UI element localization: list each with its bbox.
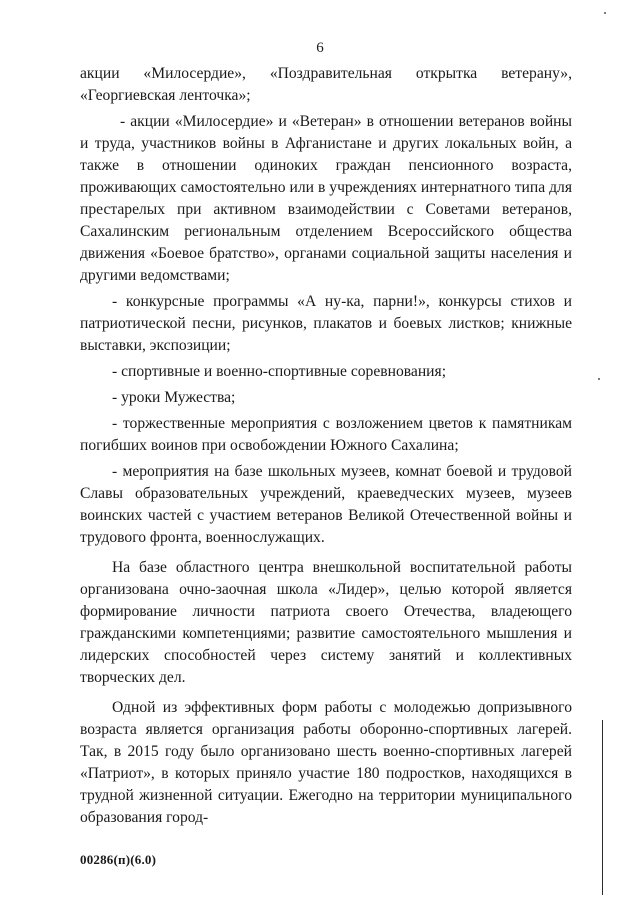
document-code: 00286(п)(6.0)	[80, 852, 157, 867]
paragraph-contest-programs: - конкурсные программы «А ну-ка, парни!», конкурсы стихов и патриотической песни, рисунков, плакатов и боевых листков; книжные выставки, экспозиции;	[80, 293, 572, 354]
paragraph-defense-camps: Одной из эффективных форм работы с молодежью допризывного возраста является организация работы оборонно-спортивных лагерей. Так, в 2015 году было организовано шесть военно-спортивных лагерей «Патриот», в которых приняло участие 180 подростков, находящихся в трудной жизненной ситуации. Ежегодно на территории муниципального образования город-	[80, 699, 572, 826]
scan-speck	[598, 378, 600, 380]
paragraph-leader-school: На базе областного центра внешкольной воспитательной работы организована очно-заочная школа «Лидер», целью которой является формирование личности патриота своего Отечества, владеющего гражданскими компетенциями; развитие самостоятельного мышления и лидерских способностей через систему занятий и коллективных творческих дел.	[80, 559, 572, 686]
page-number: 6	[316, 40, 324, 56]
paragraph-museum-events: - мероприятия на базе школьных музеев, комнат боевой и трудовой Славы образовательных учреждений, краеведческих музеев, музеев воинских частей с участием ветеранов Великой Отечественной войны и трудового фронта, военнослужащих.	[80, 463, 572, 546]
paragraph-courage-lessons: - уроки Мужества;	[112, 389, 236, 406]
paragraph-ceremonial-events: - торжественные мероприятия с возложением цветов к памятникам погибших воинов при освобождении Южного Сахалина;	[80, 415, 572, 454]
paragraph-charity-actions: - акции «Милосердие» и «Ветеран» в отношении ветеранов войны и труда, участников войны в Афганистане и других локальных войн, а также в отношении одиноких граждан пенсионного возраста, проживающих самостоятельно или в учреждениях интернатного типа для престарелых при активном взаимодействии с Советами ветеранов, Сахалинским региональным отделением Всероссийского общества движения «Боевое братство», органами социальной защиты населения и другими ведомствами;	[80, 113, 572, 284]
paragraph-sports-competitions: - спортивные и военно-спортивные соревнования;	[112, 363, 447, 380]
scan-margin-line	[602, 720, 603, 895]
paragraph-actions-list-continuation: акции «Милосердие», «Поздравительная открытка ветерану», «Георгиевская ленточка»;	[80, 65, 572, 104]
document-body	[80, 63, 572, 833]
scan-speck	[604, 12, 606, 14]
